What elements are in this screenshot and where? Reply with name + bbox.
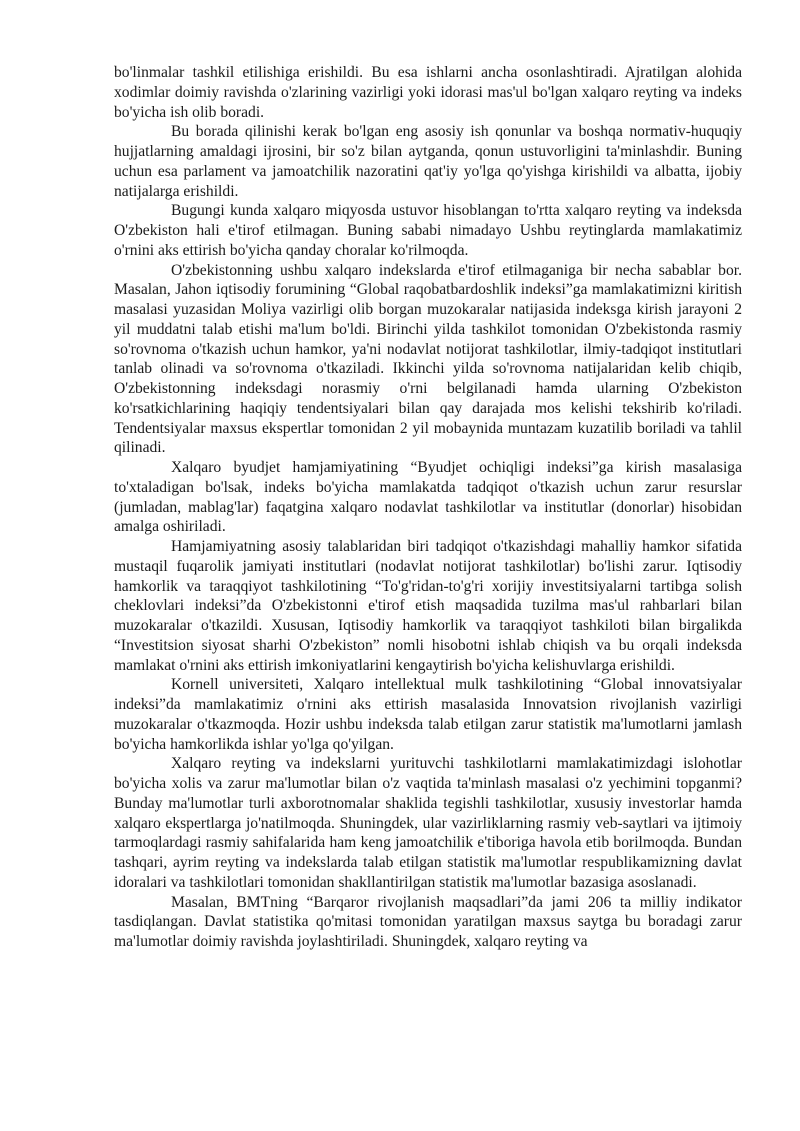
paragraph: Hamjamiyatning asosiy talablaridan biri tadqiqot o'tkazishdagi mahalliy hamkor sifatida mustaqil fuqarolik jamiyati institutlari (nodavlat notijorat tashkilotlar) bo'lishi zarur. Iqtisodiy hamkorlik va taraqqiyot tashkilotining “To'g'ridan-to'g'ri xorijiy investitsiyalarni tartibga solish cheklovlari indeksi”da O'zbekistonni e'tirof etish maqsadida tuzilma mas'ul rahbarlari bilan muzokaralar o'tkazildi. Xususan, Iqtisodiy hamkorlik va taraqqiyot tashkiloti bilan birgalikda “Investitsion siyosat sharhi O'zbekiston” nomli hisobotni ishlab chiqish va bu orqali indeksda mamlakat o'rnini aks ettirish imkoniyatlarini kengaytirish bo'yicha kelishuvlarga erishildi. bbox=[114, 538, 742, 674]
paragraph-continuation: bo'linmalar tashkil etilishiga erishildi. Bu esa ishlarni ancha osonlashtiradi. Ajratilgan alohida xodimlar doimiy ravishda o'zlarining vazirligi yoki idorasi mas'ul bo'lgan xalqaro reyting va indeks bo'yicha ish olib boradi. bbox=[114, 64, 742, 121]
body-text bbox=[114, 63, 742, 952]
paragraph: O'zbekistonning ushbu xalqaro indekslarda e'tirof etilmaganiga bir necha sabablar bor. Masalan, Jahon iqtisodiy forumining “Global raqobatbardoshlik indeksi”ga mamlakatimizni kiritish masalasi yuzasidan Moliya vazirligi olib borgan muzokaralar natijasida indeksga kirish jarayoni 2 yil muddatni talab etishi ma'lum bo'ldi. Birinchi yilda tashkilot tomonidan O'zbekistonda rasmiy so'rovnoma o'tkazish uchun hamkor, ya'ni nodavlat notijorat tashkilotlar, ilmiy-tadqiqot institutlari tanlab olinadi va so'rovnoma o'tkaziladi. Ikkinchi yilda so'rovnoma natijalaridan kelib chiqib, O'zbekistonning indeksdagi norasmiy o'rni belgilanadi hamda ularning O'zbekiston ko'rsatkichlarining haqiqiy tendentsiyalari bilan qay darajada mos kelishi tekshirib ko'riladi. Tendentsiyalar maxsus ekspertlar tomonidan 2 yil mobaynida muntazam kuzatilib boriladi va tahlil qilinadi. bbox=[114, 261, 742, 457]
paragraph: Kornell universiteti, Xalqaro intellektual mulk tashkilotining “Global innovatsiyalar indeksi”da mamlakatimiz o'rnini aks ettirish masalasida Innovatsion rivojlanish vazirligi muzokaralar o'tkazmoqda. Hozir ushbu indeksda talab etilgan zarur statistik ma'lumotlarni jamlash bo'yicha hamkorlikda ishlar yo'lga qo'yilgan. bbox=[114, 676, 742, 753]
paragraph: Bu borada qilinishi kerak bo'lgan eng asosiy ish qonunlar va boshqa normativ-huquqiy hujjatlarning amaldagi ijrosini, bir so'z bilan aytganda, qonun ustuvorligini ta'minlashdir. Buning uchun esa parlament va jamoatchilik nazoratini qat'iy yo'lga qo'yishga kirishildi va albatta, ijobiy natijalarga erishildi. bbox=[114, 123, 742, 200]
paragraph: Bugungi kunda xalqaro miqyosda ustuvor hisoblangan to'rtta xalqaro reyting va indeksda O'zbekiston hali e'tirof etilmagan. Buning sababi nimadayo Ushbu reytinglarda mamlakatimiz o'rnini aks ettirish bo'yicha qanday choralar ko'rilmoqda. bbox=[114, 202, 742, 259]
paragraph: Xalqaro byudjet hamjamiyatining “Byudjet ochiqligi indeksi”ga kirish masalasiga to'xtaladigan bo'lsak, indeks bo'yicha mamlakatda tadqiqot o'tkazish uchun zarur resurslar (jumladan, mablag'lar) faqatgina xalqaro nodavlat tashkilotlar va institutlar (donorlar) hisobidan amalga oshiriladi. bbox=[114, 459, 742, 536]
paragraph: Masalan, BMTning “Barqaror rivojlanish maqsadlari”da jami 206 ta milliy indikator tasdiqlangan. Davlat statistika qo'mitasi tomonidan yaratilgan maxsus saytga bu boradagi zarur ma'lumotlar doimiy ravishda joylashtiriladi. Shuningdek, xalqaro reyting va bbox=[114, 893, 742, 950]
paragraph: Xalqaro reyting va indekslarni yurituvchi tashkilotlarni mamlakatimizdagi islohotlar bo'yicha xolis va zarur ma'lumotlar bilan o'z vaqtida ta'minlash masalasi o'z yechimini topganmi? Bunday ma'lumotlar turli axborotnomalar shaklida tegishli tashkilotlar, xususiy investorlar hamda xalqaro ekspertlarga jo'natilmoqda. Shuningdek, ular vazirliklarning rasmiy veb-saytlari va ijtimoiy tarmoqlardagi rasmiy sahifalarida ham keng jamoatchilik e'tiboriga havola etib borilmoqda. Bundan tashqari, ayrim reyting va indekslarda talab etilgan statistik ma'lumotlar respublikamizning davlat idoralari va tashkilotlari tomonidan shakllantirilgan statistik ma'lumotlar bazasiga asoslanadi. bbox=[114, 755, 742, 891]
